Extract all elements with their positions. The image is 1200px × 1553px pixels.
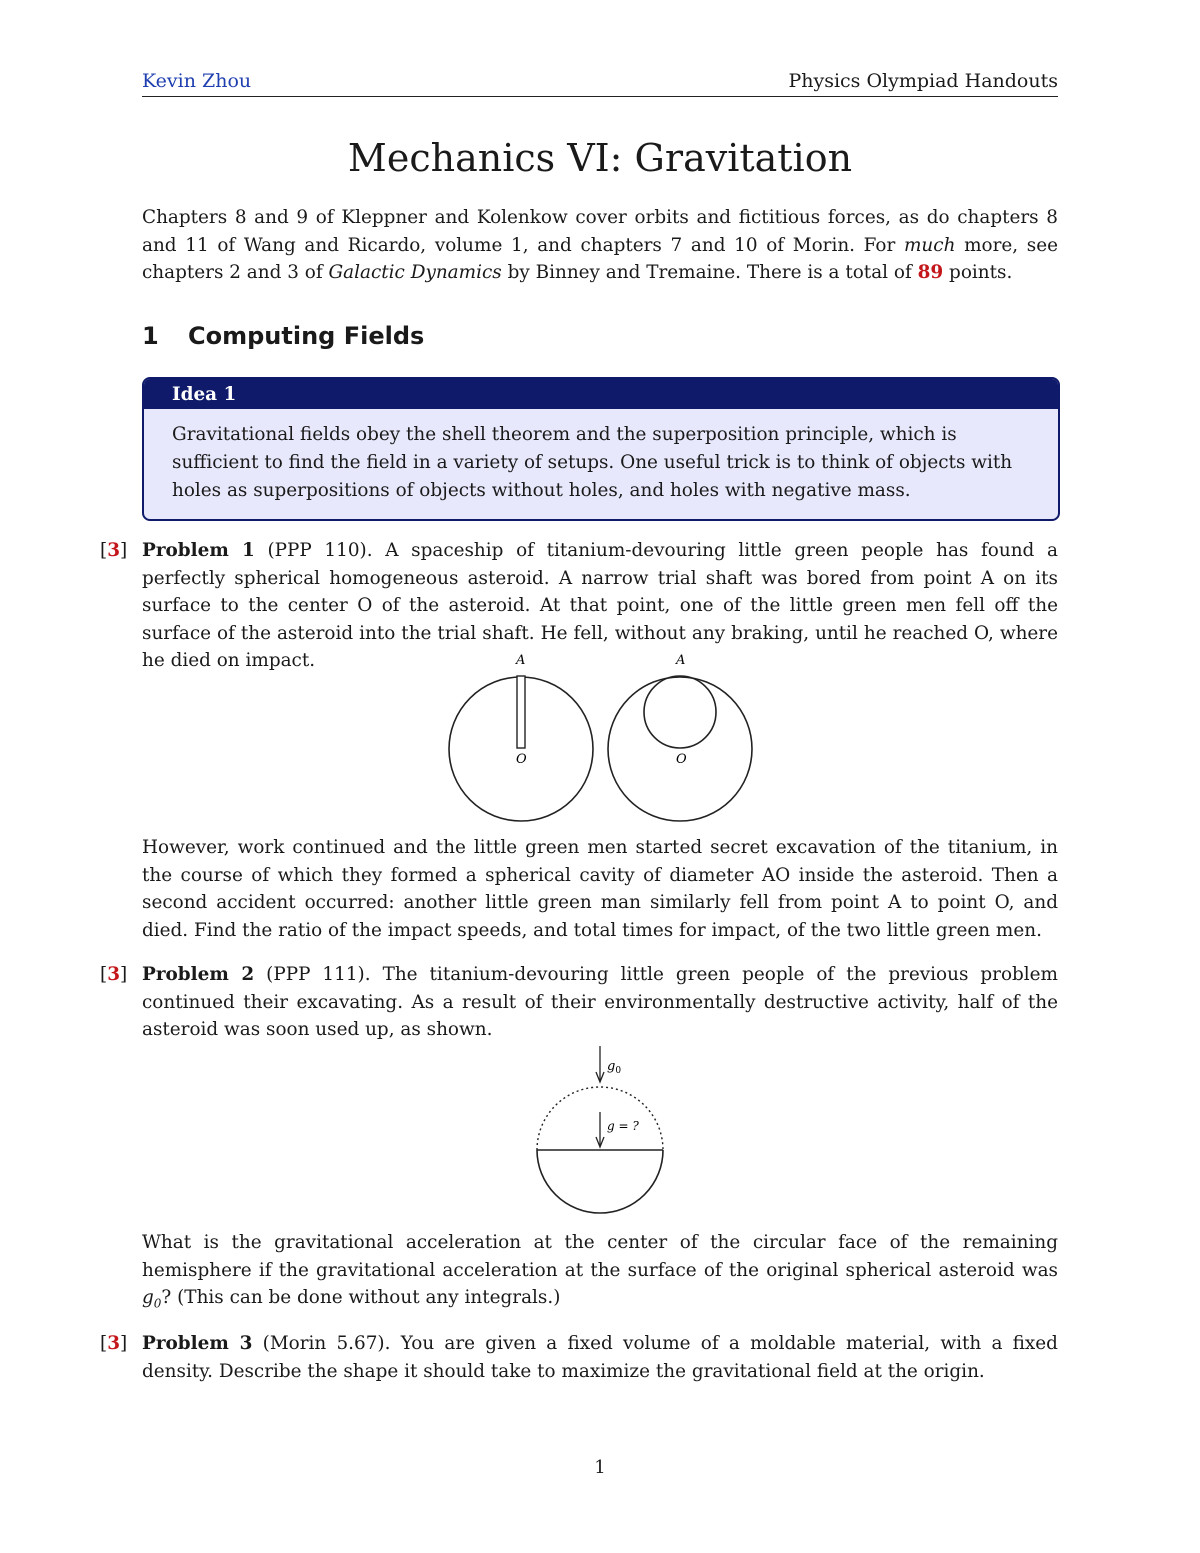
problem-3-points: [3]: [100, 1333, 128, 1354]
problem-1-continuation: However, work continued and the little green men started secret excavation of the titanium, in the course of which they formed a spherical cavity of diameter AO inside the asteroid. Then a second accident occurred: another little green man similarly fell from point A to point O, and died. Find the ratio of the impact speeds, and total times for impact, of the two little green men.: [142, 837, 1058, 941]
idea-box: [142, 377, 1060, 521]
problem-3: [100, 1330, 1058, 1385]
point-o-left-label: O: [516, 752, 527, 767]
intro-text-1: Chapters 8 and 9 of Kleppner and Kolenkow cover orbits and fictitious forces, as do chapters 8 and 11 of Wang and Ricardo, volume 1, and chapters 7 and 10 of Morin. For: [142, 207, 1058, 256]
page-number: 1: [594, 1457, 606, 1478]
page-title: Mechanics VI: Gravitation: [347, 136, 853, 180]
problem-2-points: [3]: [100, 964, 128, 985]
problem-3-source: (Morin 5.67).: [262, 1333, 391, 1354]
header-series: Physics Olympiad Handouts: [788, 70, 1058, 92]
problem-1-figure: [440, 648, 770, 823]
problem-2: [100, 961, 1058, 1044]
section-title: Computing Fields: [188, 322, 425, 350]
section-number: 1: [142, 322, 159, 350]
spherical-cavity: [644, 676, 716, 748]
problem-3-text: You are given a fixed volume of a moldable material, with a fixed density. Describe the shape it should take to maximize the gravitational field at the origin.: [142, 1333, 1058, 1382]
problem-1-label: Problem 1: [142, 540, 255, 561]
problem-1-source: (PPP 110).: [267, 540, 373, 561]
header-author: Kevin Zhou: [142, 70, 252, 92]
total-points: 89: [917, 262, 944, 284]
problem-2-text: The titanium-devouring little green people of the previous problem continued their excavating. As a result of their environmentally destructive activity, half of the asteroid was soon used up, as shown.: [142, 964, 1058, 1041]
problem-2-continuation: What is the gravitational acceleration at the center of the circular face of the remaining hemisphere if the gravitational acceleration at the surface of the original spherical asteroid was $g_0$? (This can be done without any integrals.): [142, 1232, 1058, 1311]
trial-shaft: [517, 676, 525, 748]
g0-label: $g_0$: [607, 1059, 622, 1076]
unknown-g-label: g = ?: [607, 1119, 639, 1133]
intro-paragraph: [142, 204, 1058, 287]
idea-text: Gravitational fields obey the shell theorem and the superposition principle, which is sufficient to find the field in a variety of setups. One useful trick is to think of objects with holes as superpositions of objects without holes, and holes with negative mass.: [172, 424, 1013, 501]
point-a-right-label: A: [676, 653, 686, 668]
g0-symbol: $g_0$: [142, 1287, 162, 1311]
intro-text-3: by Binney and Tremaine. There is a total of: [501, 262, 918, 284]
intro-text-4: points.: [943, 262, 1013, 284]
point-o-right-label: O: [676, 752, 687, 767]
section-heading: [142, 322, 424, 350]
problem-1-points: [3]: [100, 540, 128, 561]
intro-book-title: Galactic Dynamics: [328, 262, 502, 284]
remaining-hemisphere-outline: [537, 1150, 663, 1213]
idea-label: Idea 1: [144, 379, 1058, 409]
problem-2-source: (PPP 111).: [266, 964, 371, 985]
problem-3-label: Problem 3: [142, 1333, 253, 1354]
intro-text-2: more, see chapters 2 and 3 of: [142, 234, 1058, 284]
intro-emphasis-much: much: [903, 234, 956, 256]
header-rule: [142, 96, 1058, 97]
problem-2-label: Problem 2: [142, 964, 255, 985]
point-a-left-label: A: [516, 653, 526, 668]
problem-2-figure: [525, 1042, 675, 1214]
right-asteroid-circle: [608, 677, 752, 821]
problem-1-text: A spaceship of titanium-devouring little green people has found a perfectly spherical homogeneous asteroid. A narrow trial shaft was bored from point A on its surface to the center O of the asteroid. At that point, one of the little green men fell off the surface of the asteroid into the trial shaft. He fell, without any braking, until he reached O, where he died on impact.: [142, 540, 1058, 672]
